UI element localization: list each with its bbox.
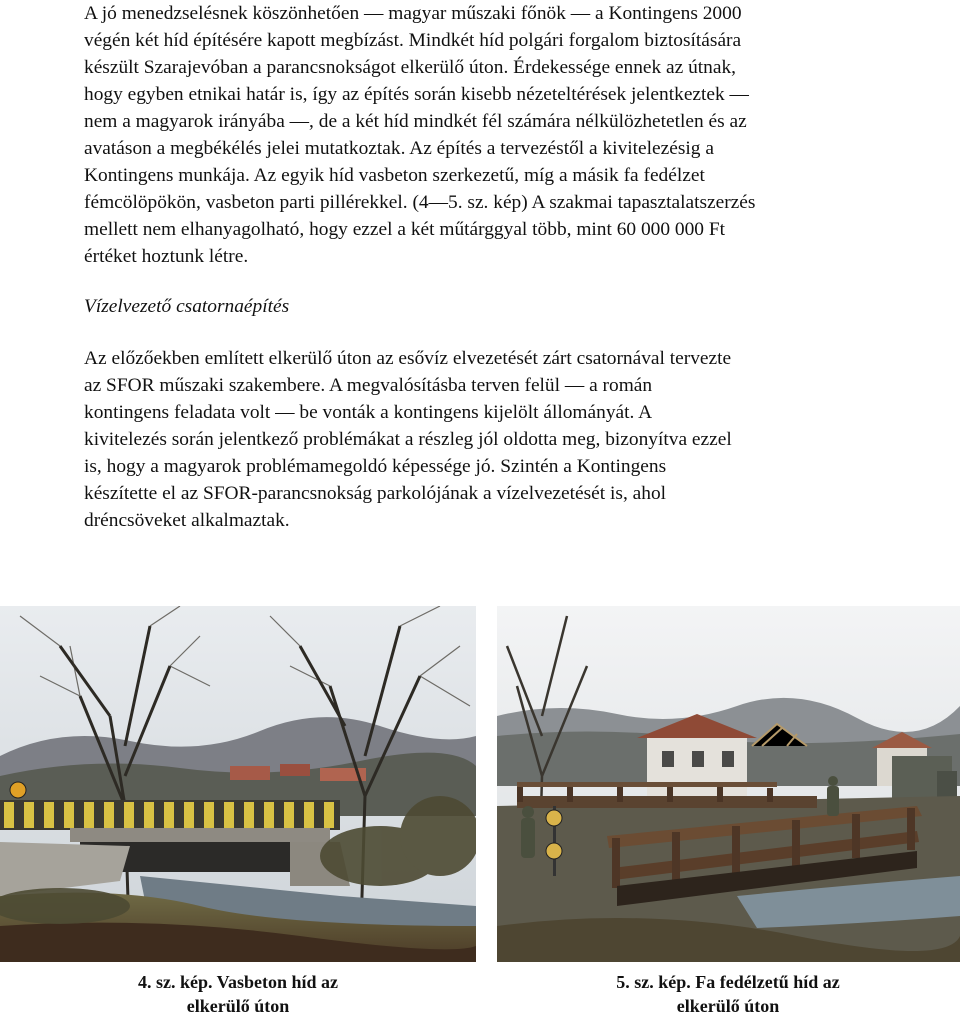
caption-photo-5 bbox=[578, 970, 878, 1018]
paragraph-bridges bbox=[84, 0, 884, 270]
text-line: készült Szarajevóban a parancsnokságot elkerülő úton. Érdekessége ennek az útnak, bbox=[84, 57, 737, 78]
text-line: fémcölöpökön, vasbeton parti pillérekkel. (4—5. sz. kép) A szakmai tapasztalatszerzés bbox=[84, 192, 756, 213]
text-line: avatáson a megbékélés jelei mutatkoztak. Az építés a tervezéstől a kivitelezésig a bbox=[84, 138, 714, 159]
caption-line: elkerülő úton bbox=[186, 996, 290, 1016]
section-heading: Vízelvezető csatornaépítés bbox=[84, 296, 290, 317]
photo-concrete-bridge bbox=[0, 606, 476, 962]
caption-line: elkerülő úton bbox=[676, 996, 780, 1016]
text-line: Kontingens munkája. Az egyik híd vasbeton szerkezetű, míg a másik fa fedélzet bbox=[84, 165, 705, 186]
text-line: készítette el az SFOR-parancsnokság parkolójának a vízelvezetését is, ahol bbox=[84, 483, 667, 504]
caption-photo-4 bbox=[88, 970, 388, 1018]
text-line: kivitelezés során jelentkező problémákat a részleg jól oldotta meg, bizonyítva ezzel bbox=[84, 429, 732, 450]
photo-wooden-bridge-image bbox=[497, 606, 960, 962]
text-line: is, hogy a magyarok problémamegoldó képessége jó. Szintén a Kontingens bbox=[84, 456, 667, 477]
text-line: az SFOR műszaki szakembere. A megvalósításba terven felül — a román bbox=[84, 375, 653, 396]
text-line: kontingens feladata volt — be vonták a kontingens kijelölt állományát. A bbox=[84, 402, 653, 423]
caption-line: 5. sz. kép. Fa fedélzetű híd az bbox=[616, 972, 840, 992]
paragraph-drainage bbox=[84, 345, 884, 534]
photo-wooden-bridge bbox=[497, 606, 960, 962]
caption-line: 4. sz. kép. Vasbeton híd az bbox=[137, 972, 339, 992]
text-line: nem a magyarok irányába —, de a két híd mindkét fél számára nélkülözhetetlen és az bbox=[84, 111, 747, 132]
photo-concrete-bridge-image bbox=[0, 606, 476, 962]
text-line: értéket hoztunk létre. bbox=[84, 246, 249, 267]
text-line: végén két híd építésére kapott megbízást. Mindkét híd polgári forgalom biztosítására bbox=[84, 30, 742, 51]
text-line: mellett nem elhanyagolható, hogy ezzel a két műtárggyal több, mint 60 000 000 Ft bbox=[84, 219, 726, 240]
text-line: hogy egyben etnikai határ is, így az építés során kisebb nézeteltérések jelentkeztek — bbox=[84, 84, 749, 105]
text-line: A jó menedzselésnek köszönhetően — magyar műszaki főnök — a Kontingens 2000 bbox=[84, 3, 742, 24]
text-line: dréncsöveket alkalmaztak. bbox=[84, 510, 290, 531]
text-line: Az előzőekben említett elkerülő úton az esővíz elvezetését zárt csatornával tervezte bbox=[84, 348, 732, 369]
